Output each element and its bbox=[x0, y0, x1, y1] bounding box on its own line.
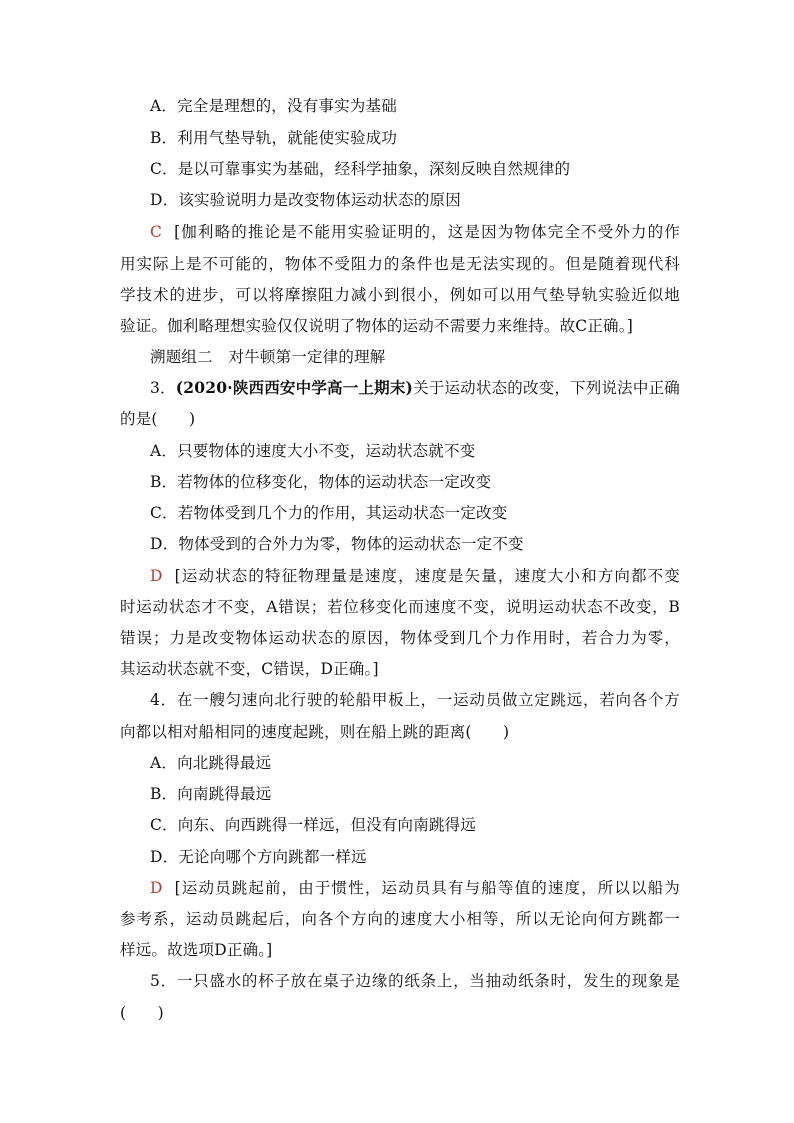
q3-explanation-line-2: 时运动状态才不变，A错误；若位移变化而速度不变，说明运动状态不改变，B bbox=[120, 598, 680, 616]
q2-explanation-line-4: 验证。伽利略理想实验仅仅说明了物体的运动不需要力来维持。故C正确。] bbox=[120, 317, 633, 335]
q4-option-a: A．向北跳得最远 bbox=[150, 754, 272, 772]
q2-option-c: C．是以可靠事实为基础，经科学抽象，深刻反映自然规律的 bbox=[150, 160, 571, 178]
q4-option-b: B．向南跳得最远 bbox=[150, 785, 272, 803]
q4-answer: D bbox=[150, 879, 163, 897]
q4-explanation-line-3: 样远。故选项D正确。] bbox=[120, 941, 273, 959]
section-title bbox=[150, 347, 710, 367]
q2-option-b: B．利用气垫导轨，就能使实验成功 bbox=[150, 129, 398, 147]
q4-option-c: C．向东、向西跳得一样远，但没有向南跳得远 bbox=[150, 816, 477, 834]
q3-number: 3． bbox=[150, 379, 176, 397]
q2-explanation-line-3: 学技术的进步，可以将摩擦阻力减小到很小，例如可以用气垫导轨实验近似地 bbox=[120, 286, 680, 304]
q2-explain-text-1: [伽利略的推论是不能用实验证明的，这是因为物体完全不受外力的作 bbox=[174, 223, 680, 241]
q2-answer: C bbox=[150, 223, 163, 241]
q3-source: (2020·陕西西安中学高一上期末) bbox=[175, 378, 414, 397]
q5-stem-line-1: 5．一只盛水的杯子放在桌子边缘的纸条上，当抽动纸条时，发生的现象是 bbox=[150, 972, 680, 990]
q4-explanation-line-2: 参考系，运动员跳起后，向各个方向的速度大小相等，所以无论向何方跳都一 bbox=[120, 910, 680, 928]
q4-explanation-line-1 bbox=[150, 878, 680, 898]
q3-option-d: D．物体受到的合外力为零，物体的运动状态一定不变 bbox=[150, 535, 524, 553]
q5-stem-line-2: ( ) bbox=[120, 1004, 164, 1022]
q3-explanation-line-3: 错误；力是改变物体运动状态的原因，物体受到几个力作用时，若合力为零， bbox=[120, 629, 680, 647]
q2-option-d: D．该实验说明力是改变物体运动状态的原因 bbox=[150, 191, 461, 209]
q3-stem-line-2: 的是( ) bbox=[120, 410, 196, 428]
q2-explanation-line-2: 用实际上是不可能的，物体不受阻力的条件也是无法实现的。但是随着现代科 bbox=[120, 255, 680, 273]
q3-stem-line-1 bbox=[150, 378, 680, 398]
q4-explain-text-1: [运动员跳起前，由于惯性，运动员具有与船等值的速度，所以以船为 bbox=[174, 879, 680, 897]
q4-stem-line-2: 向都以相对船相同的速度起跳，则在船上跳的距离( ) bbox=[120, 723, 510, 741]
q3-explanation-line-1 bbox=[150, 566, 680, 586]
q3-option-c: C．若物体受到几个力的作用，其运动状态一定改变 bbox=[150, 504, 508, 522]
q3-option-b: B．若物体的位移变化，物体的运动状态一定改变 bbox=[150, 473, 492, 491]
section-title-text: 题组二 对牛顿第一定律的理解 bbox=[165, 348, 386, 366]
q3-stem-text: 关于运动状态的改变，下列说法中正确 bbox=[413, 379, 680, 397]
q2-explanation-line-1 bbox=[150, 222, 680, 242]
q4-stem-line-1: 4．在一艘匀速向北行驶的轮船甲板上，一运动员做立定跳远，若向各个方 bbox=[150, 691, 680, 709]
q3-option-a: A．只要物体的速度大小不变，运动状态就不变 bbox=[150, 442, 476, 460]
q3-explanation-line-4: 其运动状态就不变，C错误，D正确。] bbox=[120, 660, 379, 678]
q3-explain-text-1: [运动状态的特征物理量是速度，速度是矢量，速度大小和方向都不变 bbox=[174, 567, 680, 585]
q2-option-a: A．完全是理想的，没有事实为基础 bbox=[150, 97, 397, 115]
q3-answer: D bbox=[150, 567, 163, 585]
section-title-prefix: 溯 bbox=[150, 348, 166, 366]
q4-option-d: D．无论向哪个方向跳都一样远 bbox=[150, 848, 367, 866]
